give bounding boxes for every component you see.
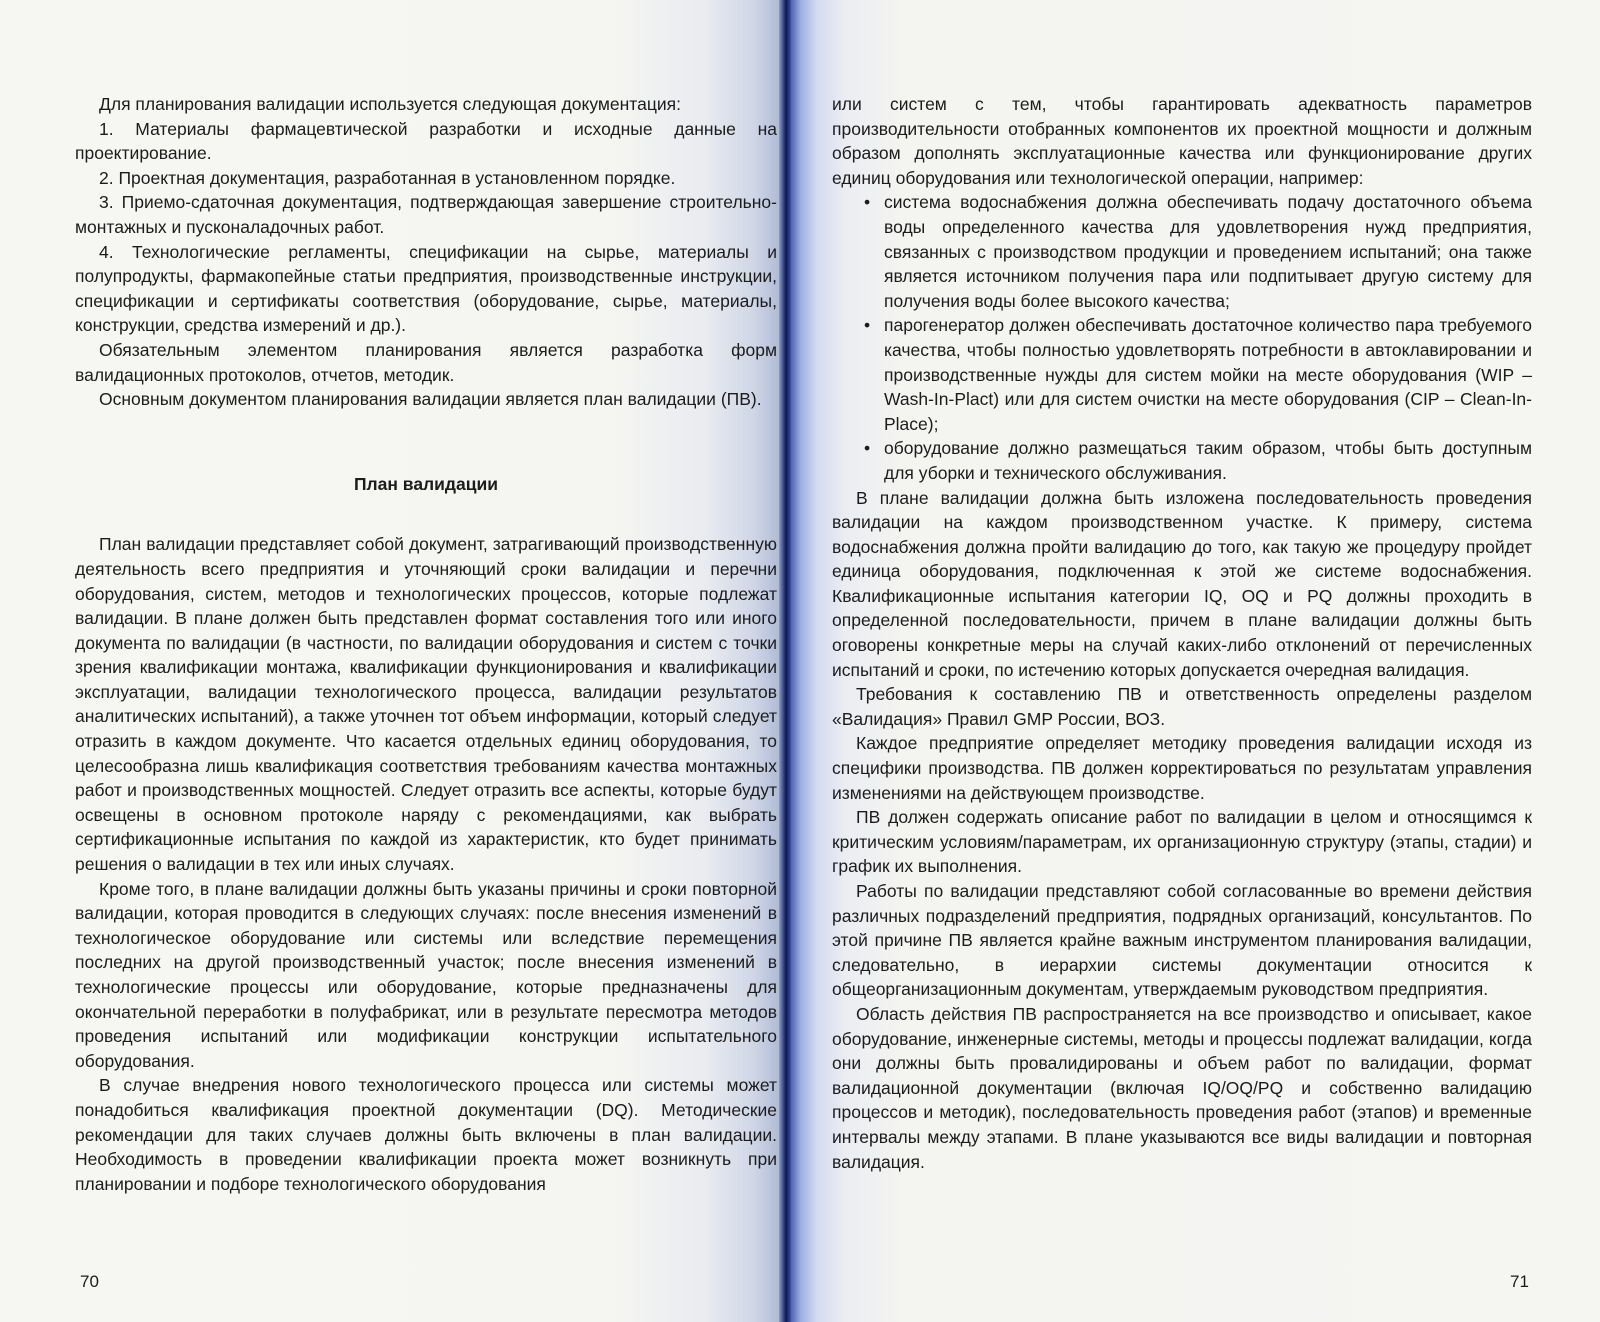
bullet-item: • система водоснабжения должна обеспечивать подачу достаточного объема воды определенного качества для удовлетворения нужд предприятия, связанных с производством продукции и проведением испытаний; она также является источником получения пара или подпитывает другую систему для получения воды более высокого качества;	[884, 190, 1532, 313]
intro-paragraph: Основным документом планирования валидации является план валидации (ПВ).	[99, 389, 762, 410]
body-paragraph: В плане валидации должна быть изложена последовательность проведения валидации на каждом производственном участке. К примеру, система водоснабжения должна пройти валидацию до того, как такую же процедуру пройдет единица оборудования, подключенная к этой же системе водоснабжения. Квалификационные испытания категории IQ, OQ и PQ должны проходить в определенной последовательности, причем в плане валидации должны быть оговорены конкретные меры на случай каких-либо отклонений от перечисленных испытаний и сроки, по истечению которых допускается очередная валидация.	[832, 487, 1532, 680]
left-page-text	[75, 92, 777, 1196]
book-spine-shadow	[779, 0, 791, 1322]
body-paragraph: ПВ должен содержать описание работ по валидации в целом и относящимся к критическим условиям/параметрам, их организационную структуру (этапы, стадии) и график их выполнения.	[832, 807, 1532, 877]
bullet-item: • оборудование должно размещаться таким образом, чтобы быть доступным для уборки и технического обслуживания.	[884, 436, 1532, 485]
right-page-text	[832, 92, 1532, 1174]
body-paragraph: Кроме того, в плане валидации должны быть указаны причины и сроки повторной валидации, которая проводится в следующих случаях: после внесения изменений в технологическое оборудование или системы или вследствие перемещения последних на другой производственный участок; после внесения изменений в технологические процессы или оборудование, которые предназначены для окончательной переработки в полуфабрикат, или в результате пересмотра методов проведения испытаний или модификации конструкции испытательного оборудования.	[75, 878, 777, 1071]
body-paragraph: Требования к составлению ПВ и ответственность определены разделом «Валидация» Правил GMP России, ВОЗ.	[832, 684, 1532, 729]
body-paragraph: Работы по валидации представляют собой согласованные во времени действия различных подразделений предприятия, подрядных организаций, консультантов. По этой причине ПВ является крайне важным инструментом планирования валидации, следовательно, в иерархии системы документации относится к общеорганизационным документам, утверждаемым руководством предприятия.	[832, 881, 1532, 1000]
intro-paragraph: Обязательным элементом планирования является разработка форм валидационных протоколов, отчетов, методик.	[75, 339, 777, 385]
body-paragraph: Область действия ПВ распространяется на все производство и описывает, какое оборудование, инженерные системы, методы и процессы подлежат валидации, когда они должны быть провалидированы и объем работ по валидации, формат валидационной документации (включая IQ/OQ/PQ и собственно валидацию процессов и методик), последовательность проведения работ (этапов) и временные интервалы между этапами. В плане указываются все виды валидации и повторная валидация.	[832, 1003, 1532, 1172]
section-heading: План валидации	[353, 473, 499, 494]
body-paragraph: Каждое предприятие определяет методику проведения валидации исходя из специфики производства. ПВ должен корректироваться по результатам управления изменениями на действующем производстве.	[832, 733, 1532, 803]
page-number-left: 70	[80, 1272, 99, 1291]
intro-paragraph: 1. Материалы фармацевтической разработки и исходные данные на проектирование.	[75, 118, 777, 164]
intro-paragraph: 3. Приемо-сдаточная документация, подтверждающая завершение строительно-монтажных и пусконаладочных работ.	[75, 192, 777, 237]
body-paragraph: В случае внедрения нового технологического процесса или системы может понадобиться квалификация проектной документации (DQ). Методические рекомендации для таких случаев должны быть включены в план валидации. Необходимость в проведении квалификации проекта может возникнуть при планировании и подборе технологического оборудования	[75, 1075, 777, 1194]
intro-paragraph: 4. Технологические регламенты, спецификации на сырье, материалы и полупродукты, фармакопейные статьи предприятия, производственные инструкции, спецификации и сертификаты соответствия (оборудование, сырье, материалы, конструкции, средства измерений и др.).	[75, 241, 777, 336]
page-number-right: 71	[1510, 1272, 1529, 1291]
body-paragraph: План валидации представляет собой документ, затрагивающий производственную деятельность всего предприятия и уточняющий сроки валидации и перечни оборудования, систем, методов и технологических процессов, которые подлежат валидации. В плане должен быть представлен формат составления того или иного документа по валидации (в частности, по валидации оборудования и систем с точки зрения квалификации монтажа, квалификации функционирования и квалификации эксплуатации, валидации технологического процесса, валидации результатов аналитических испытаний), а также уточнен тот объем информации, который следует отразить в каждом документе. Что касается отдельных единиц оборудования, то целесообразна лишь квалификация соответствия требованиям качества монтажных работ и производственных мощностей. Следует отразить все аспекты, которые будут освещены в основном протоколе наряду с рекомендациями, как выбрать сертификационные испытания по каждой из характеристик, кто будет принимать решения о валидации в тех или иных случаях.	[75, 534, 777, 875]
left-page	[0, 0, 785, 1322]
intro-paragraph: 2. Проектная документация, разработанная в установленном порядке.	[99, 167, 676, 188]
continuation-paragraph: или систем с тем, чтобы гарантировать адекватность параметров производительности отобранных компонентов их проектной мощности и должным образом дополнять эксплуатационные качества или функционирование других единиц оборудования или технологической операции, например:	[832, 94, 1532, 188]
bullet-list	[832, 190, 1532, 485]
intro-paragraph: Для планирования валидации используется следующая документация:	[99, 94, 681, 114]
bullet-item: • парогенератор должен обеспечивать достаточное количество пара требуемого качества, чтобы полностью удовлетворять потребности в автоклавировании и производственные нужды для систем мойки на месте оборудования (WIP – Wash-In-Plact) или для систем очистки на месте оборудования (CIP – Clean-In-Place);	[884, 313, 1532, 436]
